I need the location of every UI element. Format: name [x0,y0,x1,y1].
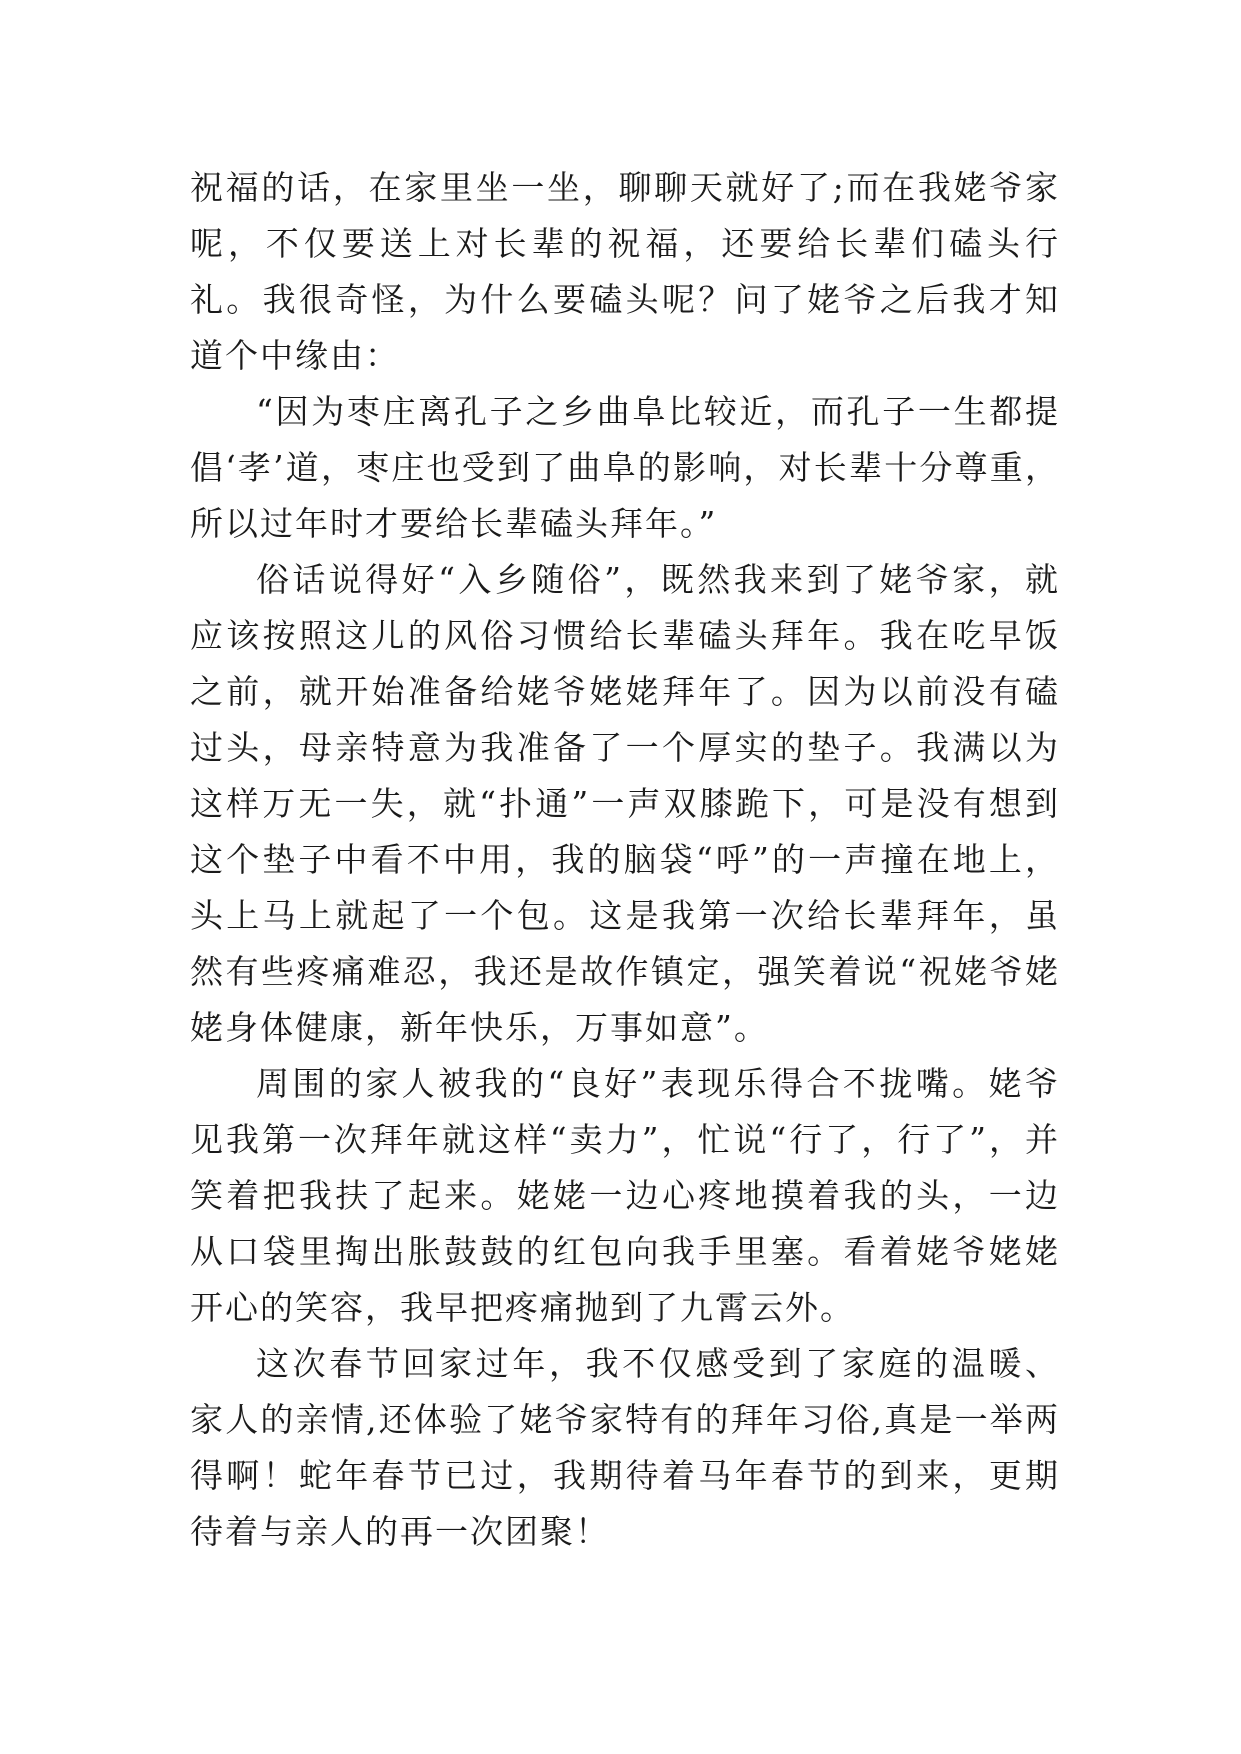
paragraph-4: 周围的家人被我的“良好”表现乐得合不拢嘴。姥爷见我第一次拜年就这样“卖力”，忙说“行了，行了”，并笑着把我扶了起来。姥姥一边心疼地摸着我的头，一边从口袋里掏出胀鼓鼓的红包向我手里塞。看着姥爷姥姥开心的笑容，我早把疼痛抛到了九霄云外。 [190,1064,1060,1327]
paragraph-3: 俗话说得好“入乡随俗”，既然我来到了姥爷家，就应该按照这儿的风俗习惯给长辈磕头拜年。我在吃早饭之前，就开始准备给姥爷姥姥拜年了。因为以前没有磕过头，母亲特意为我准备了一个厚实的垫子。我满以为这样万无一失，就“扑通”一声双膝跪下，可是没有想到这个垫子中看不中用，我的脑袋“呼”的一声撞在地上，头上马上就起了一个包。这是我第一次给长辈拜年，虽然有些疼痛难忍，我还是故作镇定，强笑着说“祝姥爷姥姥身体健康，新年快乐，万事如意”。 [190,560,1060,1047]
paragraph-5: 这次春节回家过年，我不仅感受到了家庭的温暖、家人的亲情,还体验了姥爷家特有的拜年习俗,真是一举两得啊！蛇年春节已过，我期待着马年春节的到来，更期待着与亲人的再一次团聚！ [190,1344,1060,1551]
document-body [190,160,1060,1560]
paragraph-2: “因为枣庄离孔子之乡曲阜比较近，而孔子一生都提倡‘孝’道，枣庄也受到了曲阜的影响，对长辈十分尊重，所以过年时才要给长辈磕头拜年。” [190,392,1060,543]
paragraph-1: 祝福的话，在家里坐一坐，聊聊天就好了;而在我姥爷家呢，不仅要送上对长辈的祝福，还要给长辈们磕头行礼。我很奇怪，为什么要磕头呢？问了姥爷之后我才知道个中缘由： [190,168,1060,375]
